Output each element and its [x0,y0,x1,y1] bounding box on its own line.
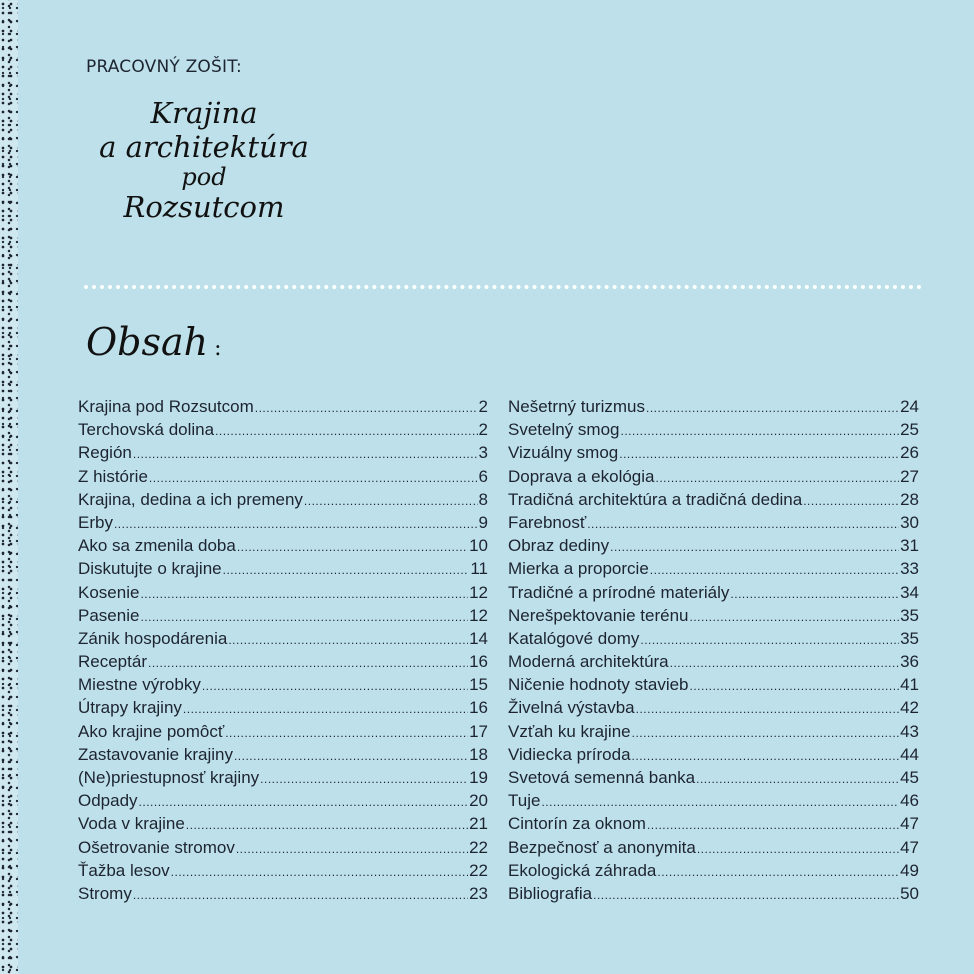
toc-entry-page: 49 [900,860,919,880]
toc-entry[interactable] [508,698,919,721]
toc-entry[interactable] [508,652,919,675]
toc-entry-page: 12 [469,582,488,602]
toc-leader-dots [255,401,478,415]
toc-entry-title: (Ne)priestupnosť krajiny [78,768,260,787]
toc-leader-dots [610,540,899,554]
toc-entry[interactable] [78,420,488,443]
toc-entry-title: Tradičná architektúra a tradičná dedina [508,489,803,509]
toc-leader-dots [619,447,899,461]
toc-entry[interactable] [508,420,919,443]
toc-entry-title: Odpady [78,791,138,811]
toc-entry-title: Kosenie [78,582,140,602]
toc-entry-page: 15 [469,675,488,695]
toc-entry-page: 2 [478,397,488,416]
toc-entry-title: Doprava a ekológia [508,466,655,486]
toc-entry-page: 47 [900,814,919,834]
toc-entry[interactable] [508,606,919,629]
title-line: Krajina [150,96,258,130]
toc-entry-title: Diskutujte o krajine [78,559,222,579]
toc-entry-page: 22 [469,860,488,880]
toc-entry[interactable] [508,861,919,884]
toc-entry-page: 21 [469,814,488,834]
toc-entry-page: 47 [900,837,919,857]
toc-entry-page: 43 [900,721,919,741]
toc-entry[interactable] [78,814,488,837]
toc-entry-title: Región [78,443,132,463]
toc-entry-title: Miestne výrobky [78,675,201,695]
toc-leader-dots [587,517,899,531]
toc-entry-title: Vzťah ku krajine [508,721,631,741]
toc-entry[interactable] [78,629,488,652]
toc-entry-title: Útrapy krajiny [78,698,182,718]
toc-leader-dots [148,656,468,670]
toc-entry[interactable] [78,583,488,606]
book-title [84,96,324,224]
toc-leader-dots [636,702,899,716]
toc-leader-dots [657,865,899,879]
toc-entry[interactable] [78,791,488,814]
toc-entry-page: 27 [900,466,919,486]
toc-entry-title: Ošetrovanie stromov [78,837,235,857]
toc-entry-title: Ako krajine pomôcť [78,721,225,741]
toc-entry[interactable] [78,884,488,907]
toc-leader-dots [541,795,899,809]
toc-entry-page: 25 [900,420,919,440]
toc-entry-title: Nešetrný turizmus [508,397,645,416]
toc-leader-dots [202,679,468,693]
toc-entry[interactable] [508,745,919,768]
toc-entry[interactable] [78,467,488,490]
toc-entry[interactable] [508,583,919,606]
toc-entry-page: 6 [478,466,488,486]
toc-entry-title: Bezpečnosť a anonymita [508,837,696,857]
toc-leader-dots [186,818,468,832]
toc-leader-dots [646,401,899,415]
toc-entry[interactable] [78,606,488,629]
toc-entry-title: Vizuálny smog [508,443,619,463]
toc-entry-title: Cintorín za oknom [508,814,646,834]
toc-leader-dots [149,471,478,485]
toc-leader-dots [621,424,900,438]
toc-entry[interactable] [508,768,919,791]
toc-entry[interactable] [78,559,488,582]
toc-entry[interactable] [508,467,919,490]
toc-leader-dots [690,610,900,624]
toc-entry[interactable] [78,513,488,536]
toc-entry-title: Z histórie [78,466,148,486]
toc-entry-page: 18 [469,744,488,764]
toc-entry-title: Zánik hospodárenia [78,628,228,648]
toc-entry[interactable] [508,629,919,652]
toc-entry[interactable] [508,559,919,582]
toc-leader-dots [234,749,468,763]
toc-entry-page: 22 [469,837,488,857]
toc-entry[interactable] [78,536,488,559]
toc-entry-title: Živelná výstavba [508,698,635,718]
toc-entry-title: Bibliografia [508,883,593,903]
toc-leader-dots [133,447,478,461]
toc-entry-title: Svetelný smog [508,420,620,440]
toc-entry-page: 24 [900,397,919,416]
toc-leader-dots [171,865,468,879]
toc-entry[interactable] [508,513,919,536]
toc-entry[interactable] [508,884,919,907]
toc-entry-title: Farebnosť [508,512,587,532]
toc-entry-title: Ničenie hodnoty stavieb [508,675,689,695]
toc-entry-page: 35 [900,628,919,648]
toc-entry-title: Tuje [508,791,541,811]
toc-leader-dots [114,517,478,531]
title-line: Rozsutcom [123,190,285,224]
toc-leader-dots [140,587,468,601]
toc-entry-title: Moderná architektúra [508,652,669,672]
toc-entry-title: Katalógové domy [508,628,640,648]
toc-entry[interactable] [508,791,919,814]
toc-entry-title: Obraz dediny [508,536,610,556]
toc-entry-title: Krajina, dedina a ich premeny [78,489,303,509]
toc-entry-title: Stromy [78,883,132,903]
toc-entry-page: 14 [469,628,488,648]
toc-entry-page: 16 [469,652,488,672]
toc-entry-title: Ako sa zmenila doba [78,536,236,556]
toc-leader-dots [183,702,468,716]
toc-entry-page: 30 [900,512,919,532]
toc-entry-page: 31 [900,536,919,556]
toc-leader-dots [696,772,899,786]
toc-entry-page: 33 [900,559,919,579]
toc-leader-dots [593,888,899,902]
toc-entry-title: Svetová semenná banka [508,768,696,787]
toc-entry[interactable] [78,768,488,791]
toc-entry-page: 10 [469,536,488,556]
toc-entry-title: Ekologická záhrada [508,860,657,880]
toc-entry[interactable] [78,722,488,745]
toc-entry-page: 3 [478,443,488,463]
toc-entry-page: 8 [478,489,488,509]
title-line: a architektúra [99,130,309,164]
toc-entry-title: Mierka a proporcie [508,559,649,579]
toc-leader-dots [260,772,468,786]
toc-entry[interactable] [508,490,919,513]
toc-leader-dots [237,540,468,554]
toc-heading-colon: : [214,336,222,361]
toc-entry-page: 2 [478,420,488,440]
toc-entry-title: Erby [78,512,113,532]
toc-entry-title: Pasenie [78,605,140,625]
toc-entry-page: 26 [900,443,919,463]
toc-entry-title: Voda v krajine [78,814,185,834]
toc-entry-page: 50 [900,883,919,903]
toc-entry-page: 12 [469,605,488,625]
toc-leader-dots [236,842,468,856]
toc-entry[interactable] [508,443,919,466]
toc-leader-dots [225,726,468,740]
toc-entry-page: 9 [478,512,488,532]
toc-entry[interactable] [78,698,488,721]
toc-entry-page: 11 [470,559,488,579]
toc-entry-page: 44 [900,744,919,764]
toc-entry-page: 20 [469,791,488,811]
toc-entry-page: 46 [900,791,919,811]
toc-entry-page: 34 [900,582,919,602]
toc-entry-title: Tradičné a prírodné materiály [508,582,730,602]
toc-leader-dots [140,610,468,624]
toc-leader-dots [632,726,899,740]
toc-entry-title: Vidiecka príroda [508,744,631,764]
toc-entry-page: 23 [469,883,488,903]
toc-heading [86,320,222,364]
toc-leader-dots [640,633,899,647]
toc-leader-dots [650,563,899,577]
toc-entry-page: 28 [900,489,919,509]
toc-entry[interactable] [78,443,488,466]
toc-entry-page: 17 [469,721,488,741]
toc-entry[interactable] [508,838,919,861]
toc-leader-dots [133,888,468,902]
toc-entry-title: Zastavovanie krajiny [78,744,233,764]
toc-entry-page: 45 [900,768,919,787]
toc-entry-title: Receptár [78,652,147,672]
toc-leader-dots [304,494,478,508]
toc-left-column [78,397,488,907]
dotted-spine-decoration [0,0,22,974]
dotted-divider [84,285,922,289]
toc-entry[interactable] [78,838,488,861]
toc-entry[interactable] [508,536,919,559]
toc-entry[interactable] [78,745,488,768]
toc-entry[interactable] [78,675,488,698]
toc-leader-dots [223,563,470,577]
toc-entry-page: 19 [469,768,488,787]
toc-leader-dots [139,795,469,809]
toc-heading-text: Obsah [86,320,209,364]
toc-entry-page: 41 [900,675,919,695]
toc-entry[interactable] [78,861,488,884]
toc-leader-dots [655,471,899,485]
toc-entry[interactable] [78,397,488,420]
toc-leader-dots [697,842,899,856]
toc-entry-page: 35 [900,605,919,625]
toc-entry-title: Terchovská dolina [78,420,215,440]
toc-entry[interactable] [78,652,488,675]
toc-leader-dots [215,424,477,438]
toc-leader-dots [670,656,899,670]
toc-entry-page: 36 [900,652,919,672]
toc-entry-title: Ťažba lesov [78,860,170,880]
toc-entry[interactable] [78,490,488,513]
toc-leader-dots [803,494,899,508]
toc-leader-dots [228,633,468,647]
toc-leader-dots [632,749,900,763]
workbook-label: PRACOVNÝ ZOŠIT: [86,57,242,77]
toc-entry[interactable] [508,722,919,745]
toc-entry-page: 42 [900,698,919,718]
toc-entry-title: Nerešpektovanie terénu [508,605,689,625]
toc-leader-dots [730,587,899,601]
toc-entry[interactable] [508,397,919,420]
toc-leader-dots [647,818,899,832]
toc-leader-dots [690,679,900,693]
toc-right-column [508,397,919,907]
toc-entry-page: 16 [469,698,488,718]
toc-entry-title: Krajina pod Rozsutcom [78,397,254,416]
toc-entry[interactable] [508,675,919,698]
title-line: pod [181,163,227,191]
toc-entry[interactable] [508,814,919,837]
